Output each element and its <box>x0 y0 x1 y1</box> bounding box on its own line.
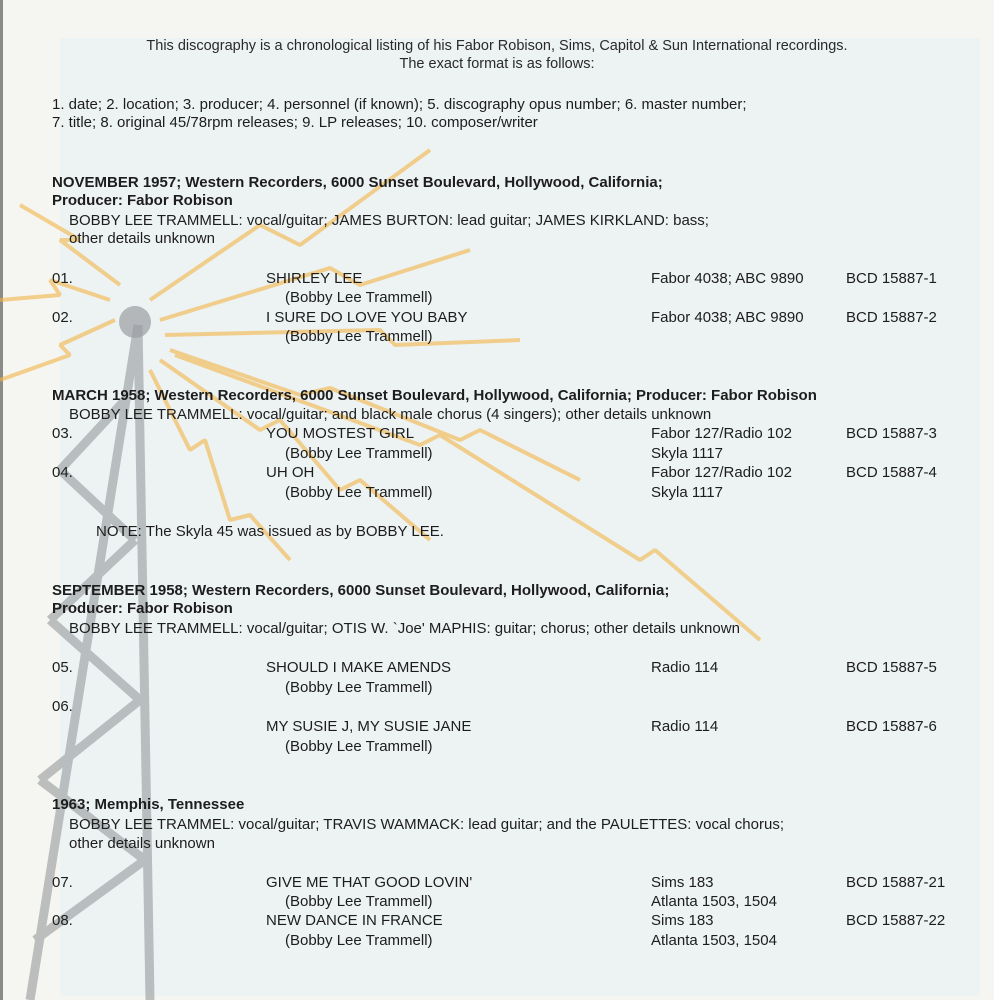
track-release-lp: Skyla 1117 <box>651 445 723 462</box>
intro-line-1: This discography is a chronological listing of his Fabor Robison, Sims, Capitol & Sun International recordings. <box>146 38 848 54</box>
track-release: Sims 183 <box>651 912 714 929</box>
track-number: 06. <box>52 698 73 715</box>
track-release: Fabor 4038; ABC 9890 <box>651 270 804 287</box>
track-title: UH OH <box>266 464 315 481</box>
track-number: 03. <box>52 425 73 442</box>
track-title: YOU MOSTEST GIRL <box>266 425 415 442</box>
track-release-lp: Skyla 1117 <box>651 484 723 501</box>
track-release: Fabor 4038; ABC 9890 <box>651 309 804 326</box>
track-master: BCD 15887-21 <box>846 874 946 891</box>
track-writer: (Bobby Lee Trammell) <box>285 289 433 306</box>
track-title: NEW DANCE IN FRANCE <box>266 912 443 929</box>
track-writer: (Bobby Lee Trammell) <box>285 445 433 462</box>
session-personnel: BOBBY LEE TRAMMELL: vocal/guitar; JAMES BURTON: lead guitar; JAMES KIRKLAND: bass; <box>69 212 709 229</box>
session-personnel: BOBBY LEE TRAMMELL: vocal/guitar; and black male chorus (4 singers); other details unknown <box>69 406 712 423</box>
track-writer: (Bobby Lee Trammell) <box>285 679 433 696</box>
session-header: MARCH 1958; Western Recorders, 6000 Sunset Boulevard, Hollywood, California; Producer: Fabor Robison <box>52 387 817 404</box>
track-number: 08. <box>52 912 73 929</box>
track-master: BCD 15887-3 <box>846 425 937 442</box>
tower-beacon-icon <box>119 306 151 338</box>
format-line-1: 1. date; 2. location; 3. producer; 4. personnel (if known); 5. discography opus number; 6. master number; <box>52 96 747 113</box>
track-release: Sims 183 <box>651 874 714 891</box>
session-header: NOVEMBER 1957; Western Recorders, 6000 Sunset Boulevard, Hollywood, California; <box>52 174 663 191</box>
session-note: NOTE: The Skyla 45 was issued as by BOBBY LEE. <box>96 523 444 540</box>
track-master: BCD 15887-6 <box>846 718 937 735</box>
track-title: I SURE DO LOVE YOU BABY <box>266 309 468 326</box>
track-title: MY SUSIE J, MY SUSIE JANE <box>266 718 472 735</box>
session-producer: Producer: Fabor Robison <box>52 192 233 209</box>
track-writer: (Bobby Lee Trammell) <box>285 328 433 345</box>
track-release-lp: Atlanta 1503, 1504 <box>651 893 777 910</box>
track-number: 02. <box>52 309 73 326</box>
intro-line-2: The exact format is as follows: <box>399 56 595 72</box>
track-writer: (Bobby Lee Trammell) <box>285 738 433 755</box>
track-number: 04. <box>52 464 73 481</box>
session-personnel-cont: other details unknown <box>69 835 215 852</box>
track-master: BCD 15887-22 <box>846 912 946 929</box>
format-line-2: 7. title; 8. original 45/78rpm releases; 9. LP releases; 10. composer/writer <box>52 114 538 131</box>
session-producer: Producer: Fabor Robison <box>52 600 233 617</box>
session-header: 1963; Memphis, Tennessee <box>52 796 245 813</box>
track-release: Fabor 127/Radio 102 <box>651 425 792 442</box>
track-master: BCD 15887-1 <box>846 270 937 287</box>
session-personnel-cont: other details unknown <box>69 230 215 247</box>
session-personnel: BOBBY LEE TRAMMELL: vocal/guitar; OTIS W. `Joe' MAPHIS: guitar; chorus; other details unknown <box>69 620 740 637</box>
track-master: BCD 15887-5 <box>846 659 937 676</box>
track-release-lp: Atlanta 1503, 1504 <box>651 932 777 949</box>
track-writer: (Bobby Lee Trammell) <box>285 484 433 501</box>
track-release: Radio 114 <box>651 718 719 735</box>
track-title: SHIRLEY LEE <box>266 270 363 287</box>
track-number: 07. <box>52 874 73 891</box>
track-master: BCD 15887-4 <box>846 464 937 481</box>
track-release: Radio 114 <box>651 659 719 676</box>
track-writer: (Bobby Lee Trammell) <box>285 932 433 949</box>
track-title: SHOULD I MAKE AMENDS <box>266 659 452 676</box>
track-number: 01. <box>52 270 73 287</box>
session-header: SEPTEMBER 1958; Western Recorders, 6000 Sunset Boulevard, Hollywood, California; <box>52 582 670 599</box>
session-personnel: BOBBY LEE TRAMMEL: vocal/guitar; TRAVIS WAMMACK: lead guitar; and the PAULETTES: vocal chorus; <box>69 816 784 833</box>
track-release: Fabor 127/Radio 102 <box>651 464 792 481</box>
track-number: 05. <box>52 659 73 676</box>
track-master: BCD 15887-2 <box>846 309 937 326</box>
track-title: GIVE ME THAT GOOD LOVIN' <box>266 874 473 891</box>
track-writer: (Bobby Lee Trammell) <box>285 893 433 910</box>
